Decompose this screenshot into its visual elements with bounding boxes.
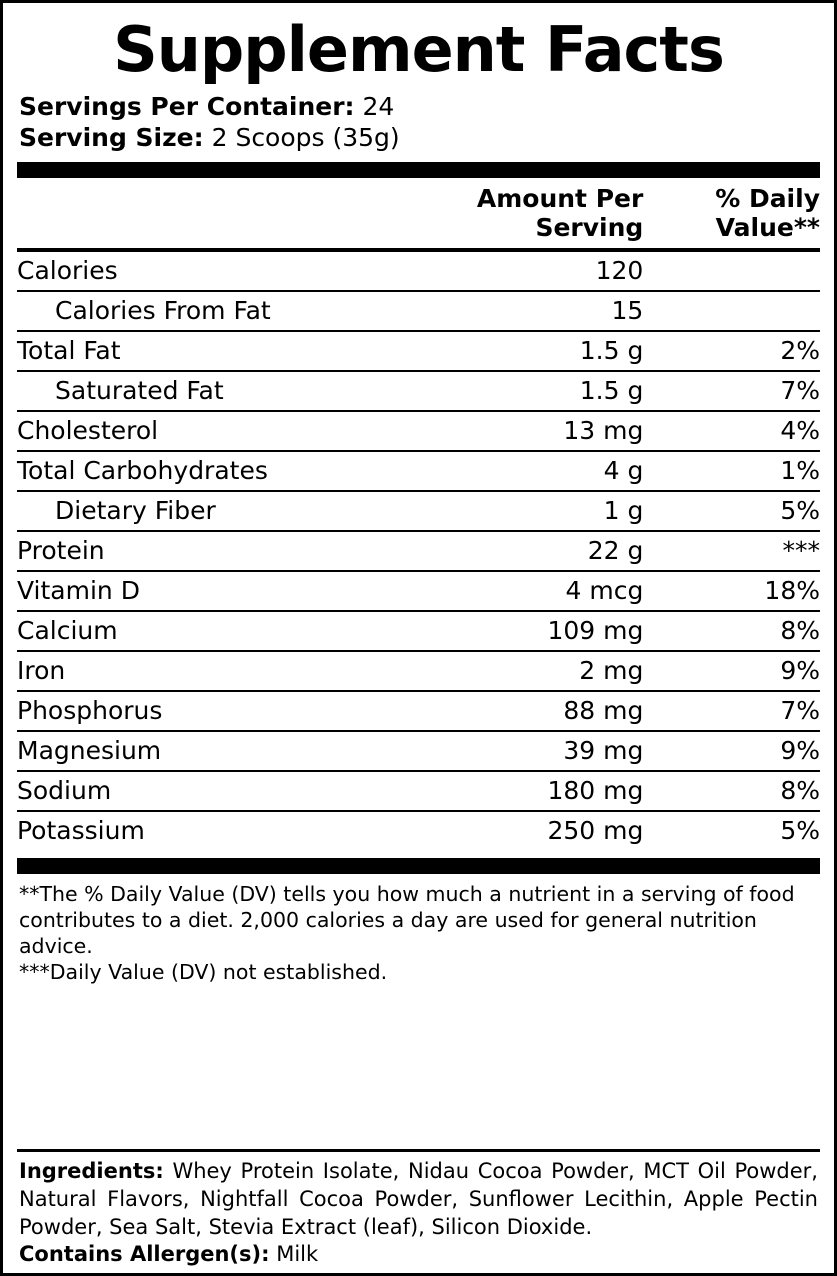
table-row [17, 531, 820, 571]
row-daily-value: 9% [643, 651, 820, 691]
servings-per-container-value: 24 [362, 92, 395, 121]
allergens-line [19, 1241, 818, 1269]
row-daily-value [643, 250, 820, 291]
row-amount: 120 [386, 250, 643, 291]
table-row [17, 691, 820, 731]
ingredients-text: Whey Protein Isolate, Nidau Cocoa Powder, MCT Oil Powder, Natural Flavors, Nightfall Cocoa Powder, Sunflower Lecithin, Apple Pectin Powder, Sea Salt, Stevia Extract (leaf), Silicon Dioxide. [19, 1159, 818, 1239]
header-daily-value: % Daily Value** [643, 178, 820, 250]
ingredients-label: Ingredients: [19, 1159, 164, 1184]
footnotes [17, 874, 820, 986]
row-daily-value: 4% [643, 411, 820, 451]
header-blank [17, 178, 386, 250]
row-name: Total Fat [17, 331, 386, 371]
allergens-text: Milk [276, 1242, 319, 1267]
row-name: Total Carbohydrates [17, 451, 386, 491]
row-daily-value: 18% [643, 571, 820, 611]
table-row [17, 411, 820, 451]
row-daily-value: 8% [643, 611, 820, 651]
row-daily-value: 2% [643, 331, 820, 371]
nutrition-table-body [17, 178, 820, 850]
row-name: Cholesterol [17, 411, 386, 451]
table-row [17, 571, 820, 611]
ingredients-section [17, 1149, 820, 1273]
table-row [17, 611, 820, 651]
table-row [17, 250, 820, 291]
row-name: Magnesium [17, 731, 386, 771]
row-amount: 39 mg [386, 731, 643, 771]
row-amount: 2 mg [386, 651, 643, 691]
table-header-row [17, 178, 820, 250]
row-name: Phosphorus [17, 691, 386, 731]
table-row [17, 491, 820, 531]
row-daily-value: 5% [643, 491, 820, 531]
row-name: Calories [17, 250, 386, 291]
row-amount: 4 g [386, 451, 643, 491]
table-row [17, 811, 820, 850]
row-amount: 1 g [386, 491, 643, 531]
servings-per-container-label: Servings Per Container: [19, 92, 355, 121]
row-name: Vitamin D [17, 571, 386, 611]
row-name: Iron [17, 651, 386, 691]
row-name: Saturated Fat [17, 371, 386, 411]
divider-thick-top [17, 162, 820, 178]
table-row [17, 291, 820, 331]
table-row [17, 331, 820, 371]
table-row [17, 731, 820, 771]
row-daily-value: 7% [643, 691, 820, 731]
row-amount: 250 mg [547, 815, 644, 845]
nutrition-table [17, 178, 820, 850]
row-daily-value: 8% [643, 771, 820, 811]
ingredients-line [19, 1158, 818, 1241]
row-amount: 1.5 g [386, 331, 643, 371]
row-daily-value [643, 291, 820, 331]
row-name: Calcium [17, 611, 386, 651]
table-row [17, 771, 820, 811]
row-amount: 13 mg [386, 411, 643, 451]
row-daily-value: 1% [643, 451, 820, 491]
serving-size [19, 122, 820, 153]
table-row [17, 371, 820, 411]
row-name: Potassium [17, 815, 145, 845]
serving-size-label: Serving Size: [19, 123, 204, 153]
header-amount-per-serving: Amount Per Serving [386, 178, 643, 250]
table-row [17, 451, 820, 491]
allergens-label: Contains Allergen(s): [19, 1242, 270, 1267]
page-title: Supplement Facts [113, 13, 724, 86]
row-name: Dietary Fiber [17, 491, 386, 531]
row-amount: 109 mg [386, 611, 643, 651]
row-amount: 88 mg [386, 691, 643, 731]
table-row [17, 651, 820, 691]
row-daily-value: 7% [643, 371, 820, 411]
footnote-daily-value: **The % Daily Value (DV) tells you how much a nutrient in a serving of food contributes to a diet. 2,000 calories a day are used for general nutrition advice. [19, 881, 795, 958]
row-amount: 180 mg [386, 771, 643, 811]
row-amount: 22 g [386, 531, 643, 571]
row-daily-value: *** [643, 531, 820, 571]
serving-size-value: 2 Scoops (35g) [211, 123, 400, 153]
row-amount: 1.5 g [386, 371, 643, 411]
divider-thick-bottom [17, 858, 820, 874]
footnote-not-established: ***Daily Value (DV) not established. [19, 960, 388, 985]
row-name: Protein [17, 531, 386, 571]
row-amount: 15 [386, 291, 643, 331]
row-daily-value: 5% [780, 815, 820, 845]
row-amount: 4 mcg [386, 571, 643, 611]
row-name: Sodium [17, 771, 386, 811]
row-name: Calories From Fat [17, 291, 386, 331]
row-daily-value: 9% [643, 731, 820, 771]
servings-per-container [19, 91, 820, 122]
